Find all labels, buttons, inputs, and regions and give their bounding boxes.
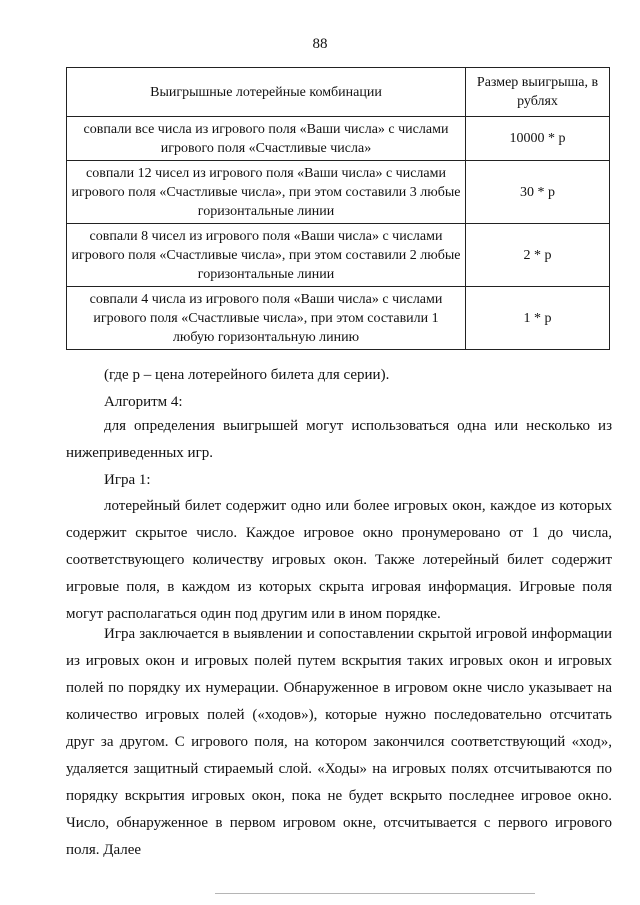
price-note-block (66, 362, 612, 389)
combination-cell: совпали 4 числа из игрового поля «Ваши числа» с числами игрового поля «Счастливые числа», при этом составили 1 любую горизонтальную линию (67, 287, 466, 350)
algorithm-heading: Алгоритм 4: (104, 394, 183, 410)
prize-cell: 2 * р (466, 224, 610, 287)
game-ticket-paragraph: лотерейный билет содержит одно или более игровых окон, каждое из которых содержит скрытое число. Каждое игровое окно пронумеровано от 1 до числа, соответствующего количеству игровых окон. Также лотерейный билет содержит игровые поля, в каждом из которых скрыта игровая информация. Игровые поля могут располагаться один под другим или в ином порядке. (66, 498, 612, 622)
game-heading-block (66, 467, 612, 494)
prize-cell: 10000 * р (466, 117, 610, 161)
table-header-row (67, 68, 610, 117)
game-heading: Игра 1: (104, 472, 151, 488)
combination-cell: совпали 12 чисел из игрового поля «Ваши числа» с числами игрового поля «Счастливые числа», при этом составили 3 любые горизонтальные линии (67, 161, 466, 224)
table-row (67, 161, 610, 224)
table-row (67, 224, 610, 287)
game-rules-block (66, 621, 612, 864)
table-row (67, 287, 610, 350)
prize-cell: 1 * р (466, 287, 610, 350)
prize-cell: 30 * р (466, 161, 610, 224)
algorithm-text-block (66, 413, 612, 467)
header-combination: Выигрышные лотерейные комбинации (67, 68, 466, 117)
algorithm-heading-block (66, 389, 612, 416)
table-row (67, 117, 610, 161)
algorithm-text: для определения выигрышей могут использоваться одна или несколько из нижеприведенных игр. (66, 418, 612, 461)
combination-cell: совпали 8 чисел из игрового поля «Ваши числа» с числами игрового поля «Счастливые числа», при этом составили 2 любые горизонтальные линии (67, 224, 466, 287)
price-note: (где р – цена лотерейного билета для серии). (104, 367, 390, 383)
game-ticket-block (66, 493, 612, 628)
game-rules-paragraph: Игра заключается в выявлении и сопоставлении скрытой игровой информации из игровых окон и игровых полей путем вскрытия таких игровых окон и игровых полей по порядку их нумерации. Обнаруженное в игровом окне число указывает на количество игровых полей («ходов»), которые нужно последовательно отсчитать друг за другом. С игрового поля, на котором закончился соответствующий «ход», удаляется защитный стираемый слой. «Ходы» на игровых полях отсчитываются по порядку вскрытия игровых окон, пока не будет вскрыто последнее игровое окно. Число, обнаруженное в первом игровом окне, отсчитывается с первого игрового поля. Далее (66, 626, 612, 858)
page-number: 88 (312, 36, 328, 52)
scan-edge-line (215, 893, 535, 894)
combination-cell: совпали все числа из игрового поля «Ваши числа» с числами игрового поля «Счастливые числа» (67, 117, 466, 161)
header-prize: Размер выигрыша, в рублях (466, 68, 610, 117)
prize-table (66, 67, 610, 350)
